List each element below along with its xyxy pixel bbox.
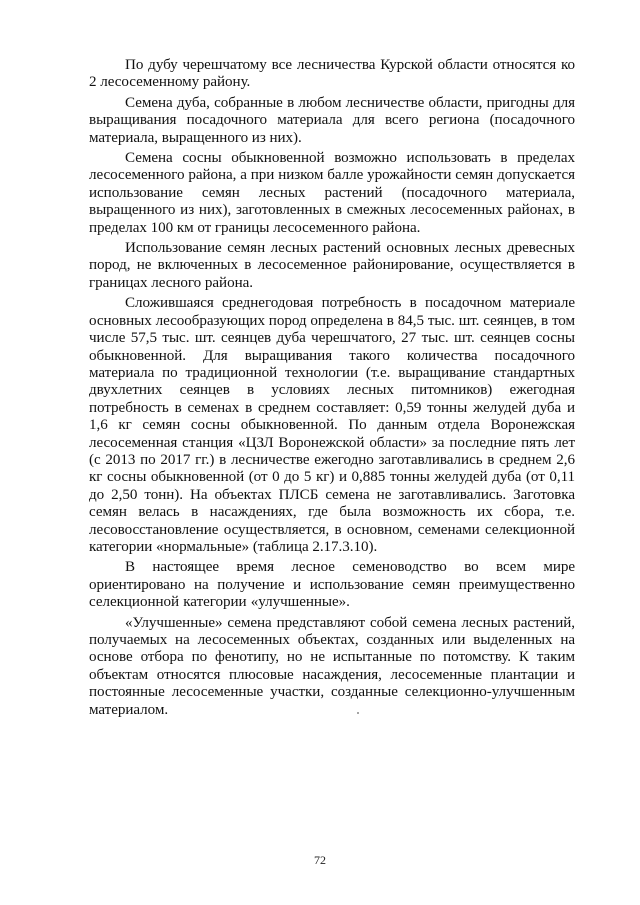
paragraph-seedling-demand: Сложившаяся среднегодовая потребность в посадочном материале основных лесообразующих пород определена в 84,5 тыс. шт. сеянцев, в том числе 57,5 тыс. шт. сеянцев дуба черешчатого, 27 тыс. шт. сеянцев сосны обыкновенной. Для выращивания такого количества посадочного материала по традиционной технологии (т.е. выращивание стандартных двухлетних сеянцев в условиях лесных питомников) ежегодная потребность в семенах в среднем составляет: 0,59 тонны желудей дуба и 1,6 кг семян сосны обыкновенной. По данным отдела Воронежская лесосеменная станция «ЦЗЛ Воронежской области» за последние пять лет (с 2013 по 2017 гг.) в лесничестве ежегодно заготавливались в среднем 2,6 кг сосны обыкновенной (от 0 до 5 кг) и 0,885 тонны желудей дуба (от 0,11 до 2,50 тонн). На объектах ПЛСБ семена не заготавливались. Заготовка семян велась в насаждениях, где была возможность их сбора, т.е. лесовосстановление осуществляется, в основном, семенами селекционной категории «нормальные» (таблица 2.17.3.10). [89, 295, 575, 555]
paragraph-pine-seeds: Семена сосны обыкновенной возможно использовать в пределах лесосеменного района, а при низком балле урожайности семян допускается использование семян лесных растений (посадочного материала, выращенного из них), заготовленных в смежных лесосеменных районах, в пределах 100 км от границы лесосеменного района. [89, 150, 575, 236]
page-number: 72 [314, 853, 326, 867]
page-body [89, 57, 575, 722]
paragraph-other-species: Использование семян лесных растений основных лесных древесных пород, не включенных в лесосеменное районирование, осуществляется в границах лесного района. [89, 240, 575, 291]
paragraph-improved-category: В настоящее время лесное семеноводство во всем мире ориентировано на получение и использование семян преимущественно селекционной категории «улучшенные». [89, 559, 575, 611]
paragraph-oak-district: По дубу черешчатому все лесничества Курской области относятся ко 2 лесосеменному району. [89, 57, 575, 91]
paragraph-improved-seeds: «Улучшенные» семена представляют собой семена лесных растений, получаемых на лесосеменных объектах, созданных или выделенных на основе отбора по фенотипу, но не испытанные по потомству. К таким объектам относятся плюсовые насаждения, лесосеменные плантации и постоянные лесосеменные участки, созданные селекционно-улучшенным материалом. [89, 614, 575, 718]
paragraph-oak-seeds: Семена дуба, собранные в любом лесничестве области, пригодны для выращивания посадочного материала для всего региона (посадочного материала, выращенного из них). [89, 94, 575, 146]
scan-speck [357, 712, 359, 714]
